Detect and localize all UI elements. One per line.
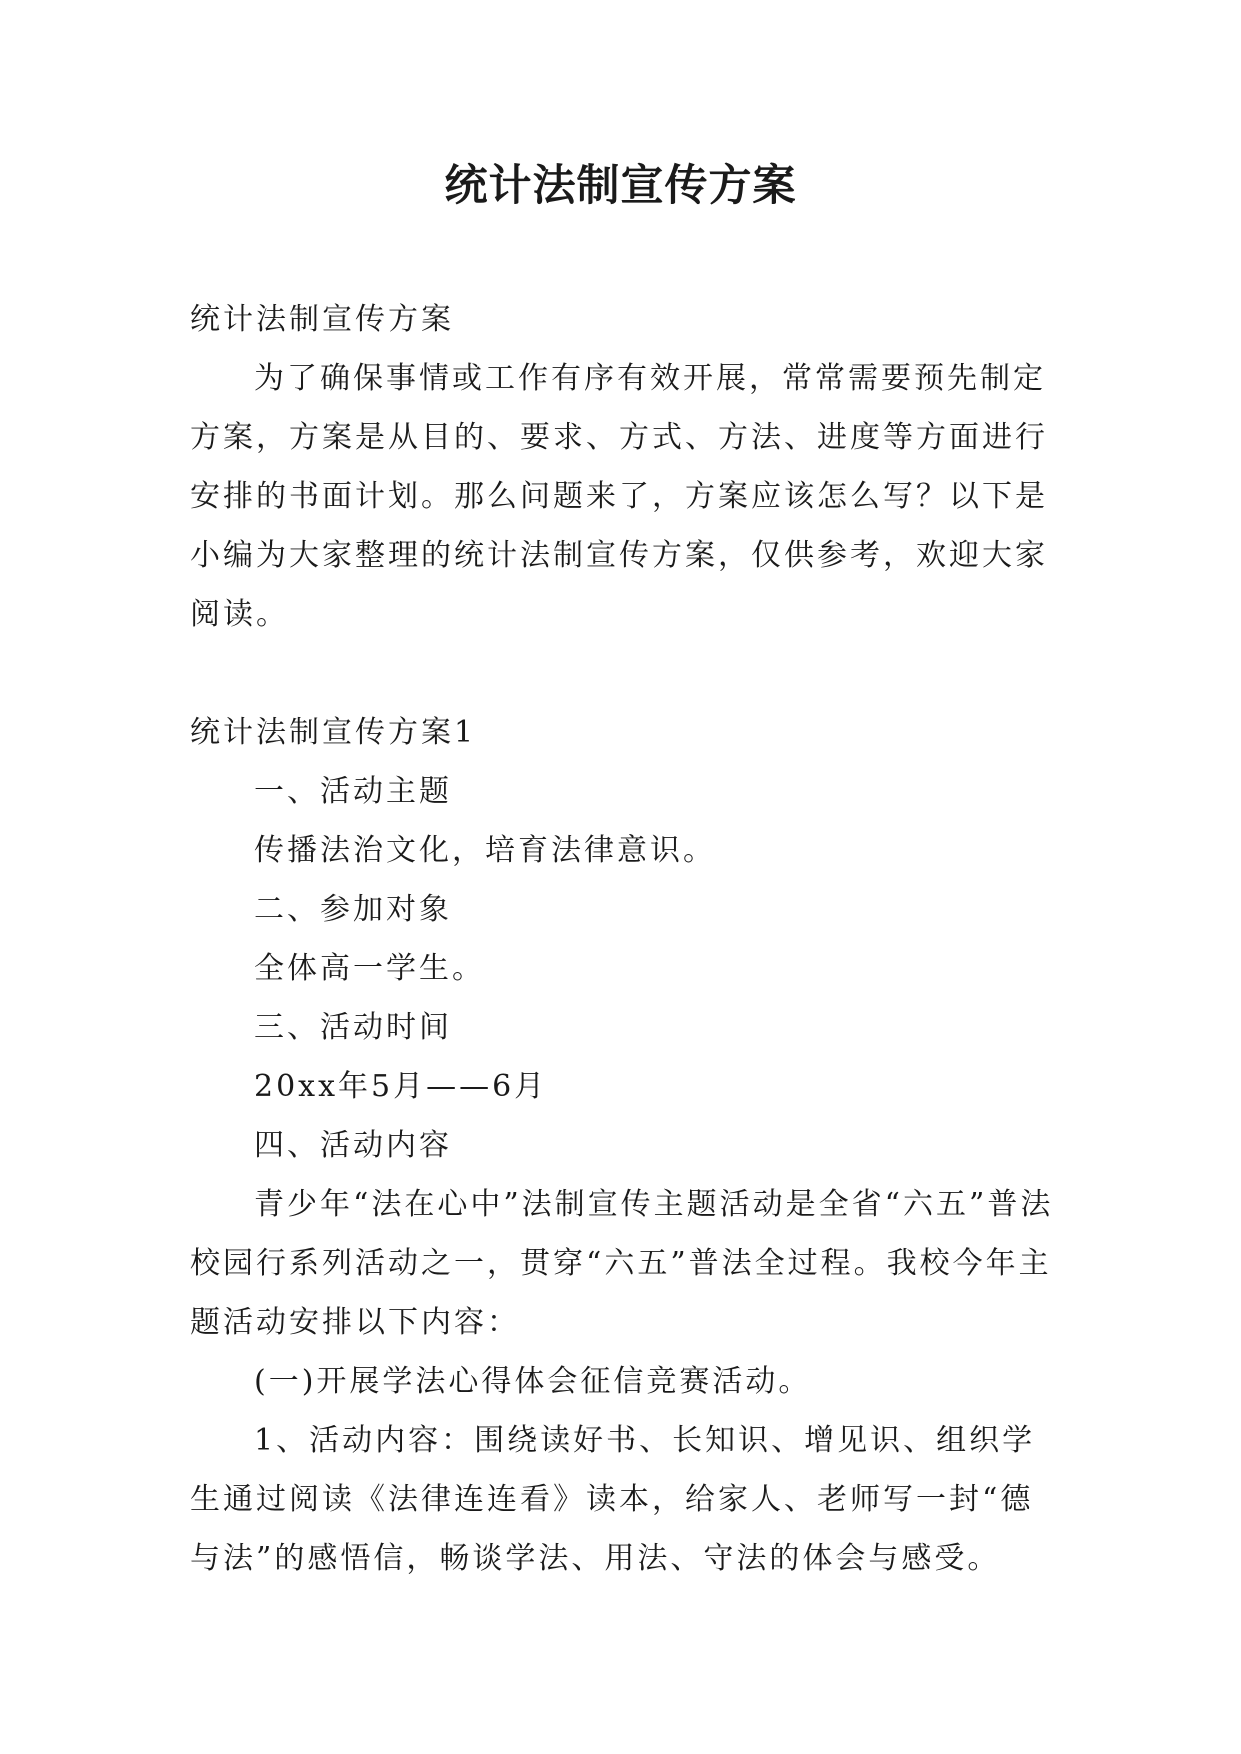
subheading: 四、活动内容 xyxy=(254,1128,452,1163)
intro-paragraph: 为了确保事情或工作有序有效开展，常常需要预先制定方案，方案是从目的、要求、方式、方法、进度等方面进行安排的书面计划。那么问题来了，方案应该怎么写？以下是小编为大家整理的统计法制宣传方案，仅供参考，欢迎大家阅读。 xyxy=(190,361,1048,632)
subheading: 二、参加对象 xyxy=(254,892,452,927)
section-heading: 统计法制宣传方案 xyxy=(190,302,454,337)
paragraph: 传播法治文化，培育法律意识。 xyxy=(254,833,716,868)
document-body xyxy=(190,290,1060,1588)
subheading: 一、活动主题 xyxy=(254,774,452,809)
subheading: 三、活动时间 xyxy=(254,1010,452,1045)
paragraph: 1、活动内容：围绕读好书、长知识、增见识、组织学生通过阅读《法律连连看》读本，给家人、老师写一封“德与法”的感悟信，畅谈学法、用法、守法的体会与感受。 xyxy=(190,1423,1036,1576)
paragraph: (一)开展学法心得体会征信竞赛活动。 xyxy=(254,1364,812,1399)
paragraph-spacer xyxy=(190,644,1060,703)
paragraph: 全体高一学生。 xyxy=(254,951,485,986)
paragraph: 20xx年5月——6月 xyxy=(254,1069,548,1104)
paragraph: 青少年“法在心中”法制宣传主题活动是全省“六五”普法校园行系列活动之一，贯穿“六五”普法全过程。我校今年主题活动安排以下内容： xyxy=(190,1187,1054,1340)
document-title: 统计法制宣传方案 xyxy=(444,161,797,211)
section-heading: 统计法制宣传方案1 xyxy=(190,715,477,750)
